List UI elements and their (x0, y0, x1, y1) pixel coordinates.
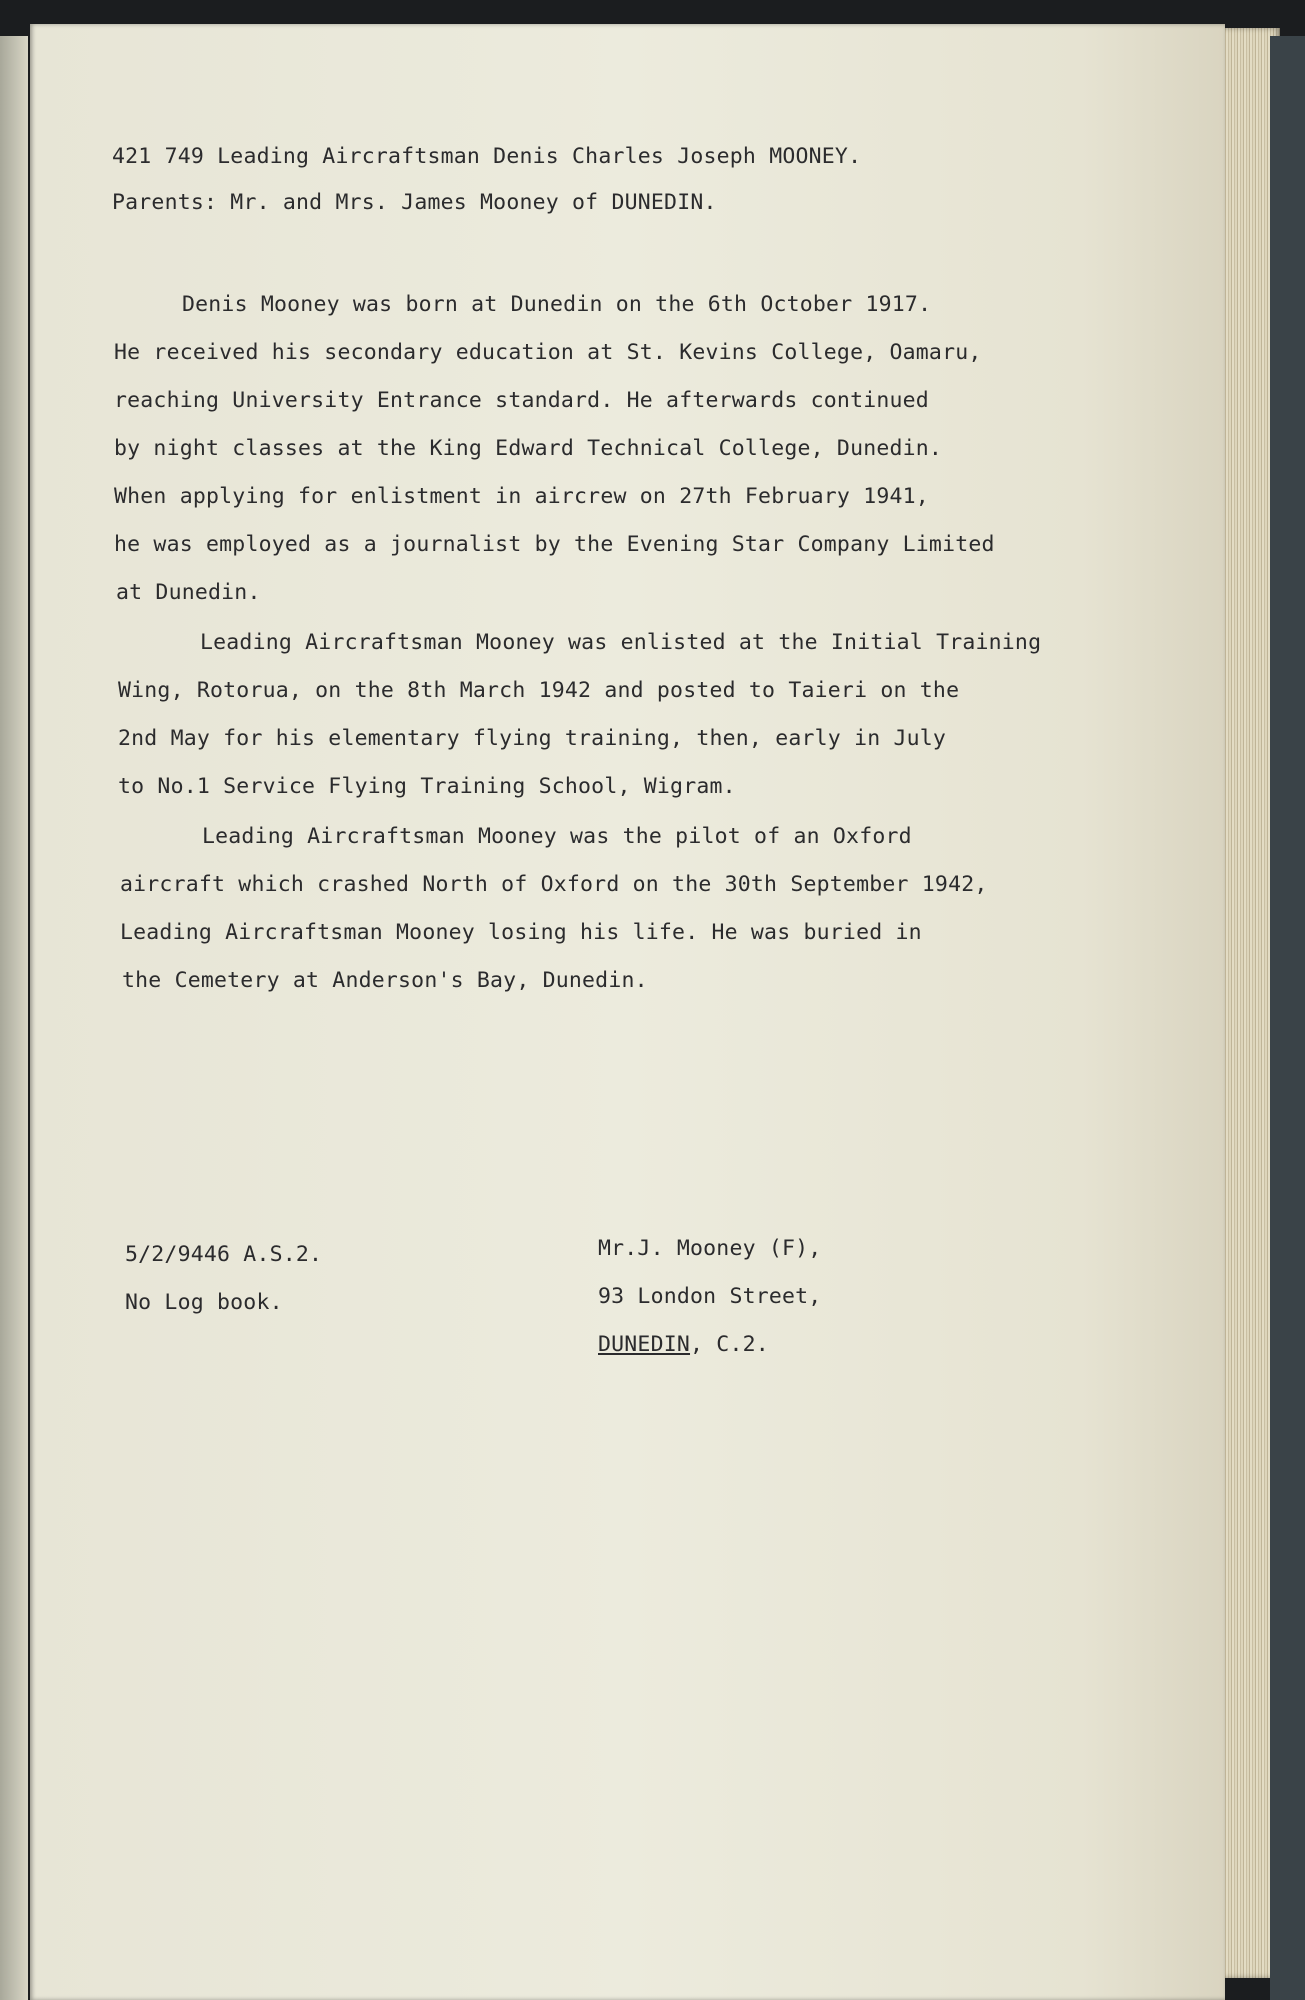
body-line: 2nd May for his elementary flying training, then, early in July (118, 726, 947, 751)
body-line: at Dunedin. (116, 580, 261, 605)
body-line: He received his secondary education at St. Kevins College, Oamaru, (114, 340, 982, 365)
body-line: aircraft which crashed North of Oxford on the 30th September 1942, (120, 872, 988, 897)
book-cover-edge (1270, 36, 1305, 2000)
facing-page-edge (0, 36, 28, 2000)
body-line: Wing, Rotorua, on the 8th March 1942 and posted to Taieri on the (118, 678, 960, 703)
body-line: Denis Mooney was born at Dunedin on the 6th October 1917. (182, 292, 932, 317)
body-line: Leading Aircraftsman Mooney was enlisted at the Initial Training (200, 630, 1042, 655)
body-line: reaching University Entrance standard. He afterwards continued (114, 388, 929, 413)
log-book-note: No Log book. (125, 1290, 283, 1315)
address-postcode: , C.2. (690, 1332, 769, 1357)
address-name: Mr.J. Mooney (F), (598, 1236, 822, 1261)
document-page (30, 24, 1225, 2000)
body-line: When applying for enlistment in aircrew on 27th February 1941, (114, 484, 929, 509)
address-city-line (598, 1332, 769, 1357)
body-line: to No.1 Service Flying Training School, Wigram. (118, 774, 736, 799)
record-title: 421 749 Leading Aircraftsman Denis Charles Joseph MOONEY. (112, 144, 862, 169)
body-line: Leading Aircraftsman Mooney losing his life. He was buried in (120, 920, 922, 945)
body-line: by night classes at the King Edward Technical College, Dunedin. (114, 436, 943, 461)
body-line: Leading Aircraftsman Mooney was the pilot of an Oxford (202, 824, 912, 849)
address-city: DUNEDIN (598, 1332, 691, 1357)
body-line: he was employed as a journalist by the Evening Star Company Limited (114, 532, 995, 557)
body-line: the Cemetery at Anderson's Bay, Dunedin. (122, 968, 648, 993)
parents-line: Parents: Mr. and Mrs. James Mooney of DUNEDIN. (112, 190, 717, 215)
address-street: 93 London Street, (598, 1284, 822, 1309)
file-reference: 5/2/9446 A.S.2. (125, 1242, 323, 1267)
